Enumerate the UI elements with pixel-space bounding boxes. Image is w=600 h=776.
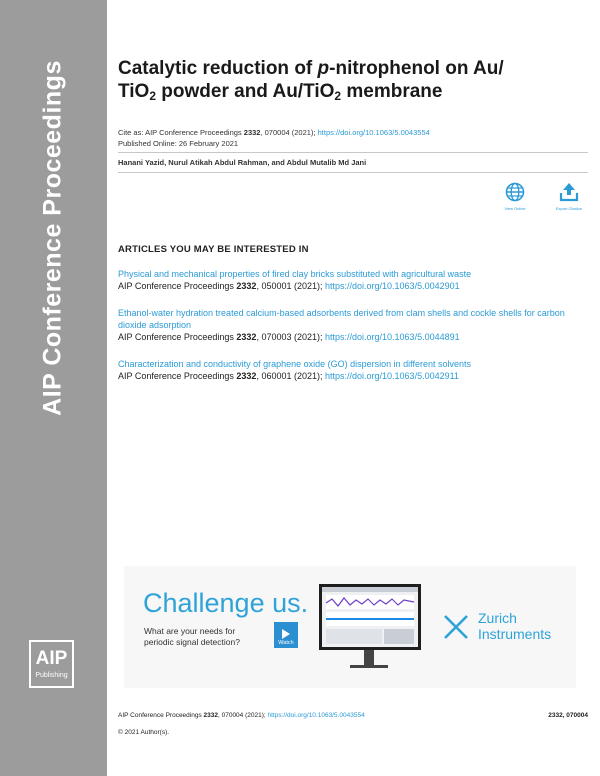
related-article-doi[interactable]: https://doi.org/10.1063/5.0042911 [325,371,459,381]
related-article-doi[interactable]: https://doi.org/10.1063/5.0044891 [325,332,460,342]
divider [118,152,588,153]
citation-info: Cite as: AIP Conference Proceedings 2332, 070004 (2021); https://doi.org/10.1063/5.0043554 Published Online: 26 February 2021 [118,127,588,149]
logo-text: AIP [35,648,68,669]
monitor-base [350,665,388,668]
watch-button[interactable] [274,622,298,648]
related-article-citation: AIP Conference Proceedings 2332, 060001 (2021); https://doi.org/10.1063/5.0042911 [118,371,459,381]
ad-brand: Zurich Instruments [478,610,552,642]
doi-link[interactable]: https://doi.org/10.1063/5.0043554 [317,128,430,137]
page-number: 2332, 070004 [548,712,588,719]
related-article [118,268,588,292]
publish-date: Published Online: 26 February 2021 [118,139,239,148]
view-online-label: View Online [504,206,526,211]
journal-name: AIP Conference Proceedings [38,60,67,416]
monitor-stand [364,650,374,666]
related-article-title[interactable]: Physical and mechanical properties of fired clay bricks substituted with agricultural waste [118,269,472,279]
copyright: © 2021 Author(s). [118,729,170,736]
related-article-citation: AIP Conference Proceedings 2332, 070003 (2021); https://doi.org/10.1063/5.0044891 [118,332,460,342]
footer-doi-link[interactable]: https://doi.org/10.1063/5.0043554 [267,712,365,719]
advertisement-banner[interactable] [124,566,576,688]
journal-sidebar [0,0,107,776]
play-icon [282,629,290,639]
related-article [118,307,588,343]
author-list: Hanani Yazid, Nurul Atikah Abdul Rahman, and Abdul Mutalib Md Jani [118,158,367,167]
globe-icon [505,182,525,202]
monitor-image [319,584,421,650]
monitor-screen [322,587,418,647]
watch-label: Watch [278,640,294,646]
view-online-button[interactable] [493,182,537,211]
article-title: Catalytic reduction of p-nitrophenol on Au/ TiO$_2$ powder and Au/TiO$_2$ membrane [118,58,504,103]
related-article-title[interactable]: Characterization and conductivity of graphene oxide (GO) dispersion in different solvents [118,359,472,369]
related-articles-heading: ARTICLES YOU MAY BE INTERESTED IN [118,244,309,255]
ad-question: What are your needs for periodic signal detection? [144,626,240,647]
screen-graph-icon [322,587,418,647]
related-article-title[interactable]: Ethanol-water hydration treated calcium-based adsorbents derived from clam shells and cockle shells for carbon dioxide adsorption [118,308,565,330]
related-article [118,358,588,382]
export-citation-button[interactable] [547,182,591,211]
related-article-doi[interactable]: https://doi.org/10.1063/5.0042901 [325,281,460,291]
footer-citation: AIP Conference Proceedings 2332, 070004 (2021); https://doi.org/10.1063/5.0043554 2332, 070004 [118,712,588,719]
export-icon [558,182,580,202]
related-article-citation: AIP Conference Proceedings 2332, 050001 (2021); https://doi.org/10.1063/5.0042901 [118,281,460,291]
export-citation-label: Export Citation [555,206,583,211]
ad-headline: Challenge us. [143,588,309,618]
zurich-instruments-logo-icon [442,613,470,641]
aip-publishing-logo[interactable] [29,640,74,688]
logo-subtext: Publishing [35,672,68,679]
divider [118,172,588,173]
